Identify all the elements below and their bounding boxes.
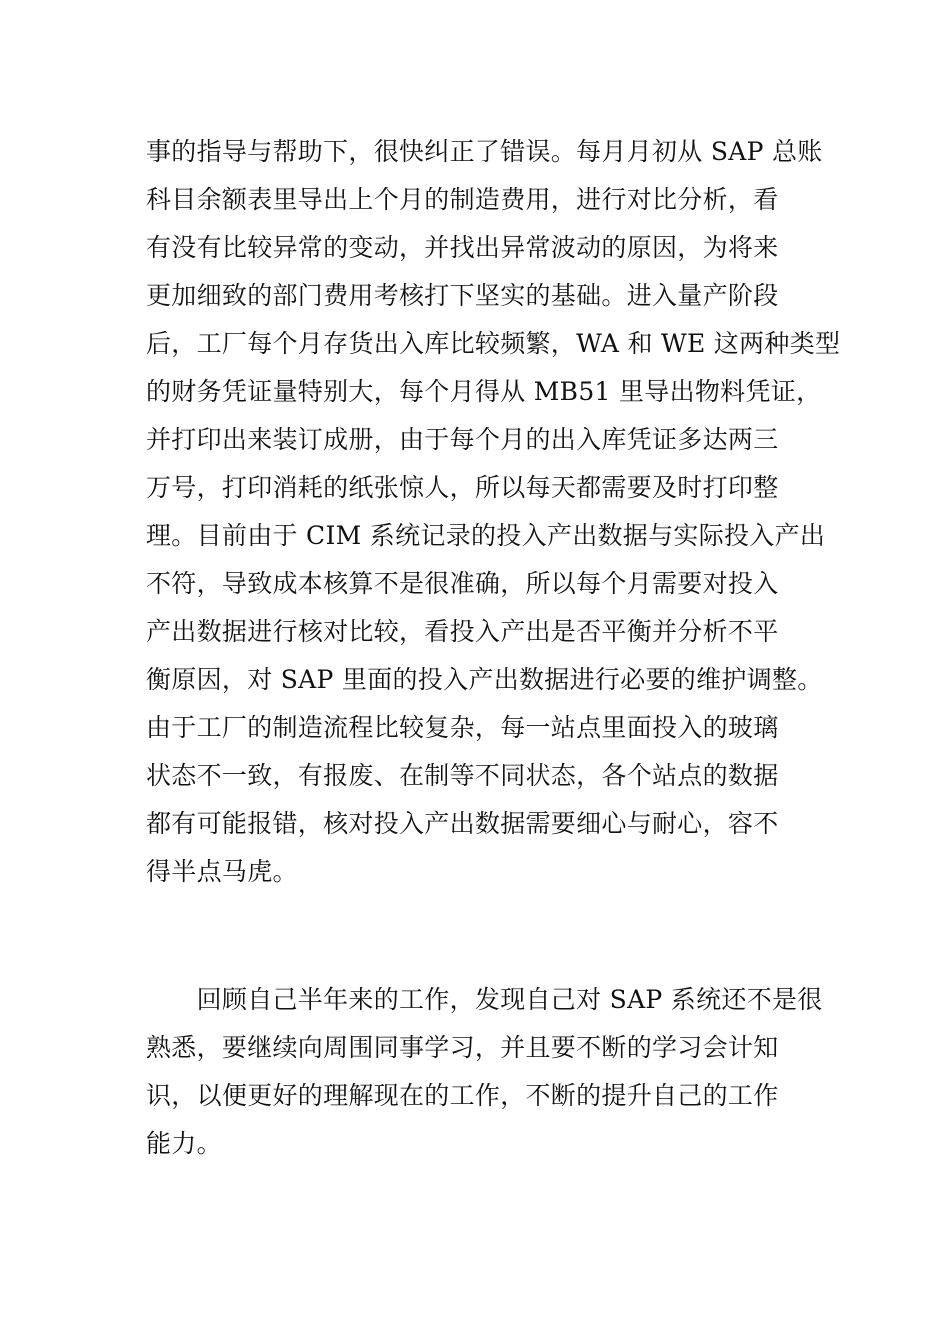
text-line: 有没有比较异常的变动，并找出异常波动的原因，为将来 [146,233,779,262]
text-line: 科目余额表里导出上个月的制造费用，进行对比分析，看 [146,185,779,214]
text-line: 能力。 [146,1129,222,1158]
paragraph-2 [146,976,823,1168]
text-line: 状态不一致，有报废、在制等不同状态，各个站点的数据 [146,761,779,790]
text-line: 后，工厂每个月存货出入库比较频繁，WA 和 WE 这两种类型 [146,329,841,358]
text-line: 产出数据进行核对比较，看投入产出是否平衡并分析不平 [146,617,779,646]
text-line: 不符，导致成本核算不是很准确，所以每个月需要对投入 [146,569,779,598]
text-line: 由于工厂的制造流程比较复杂，每一站点里面投入的玻璃 [146,713,779,742]
paragraph-1 [146,128,841,896]
text-line: 理。目前由于 CIM 系统记录的投入产出数据与实际投入产出 [146,521,826,550]
text-line: 万号，打印消耗的纸张惊人，所以每天都需要及时打印整 [146,473,779,502]
text-line: 得半点马虎。 [146,857,298,886]
text-line: 事的指导与帮助下，很快纠正了错误。每月月初从 SAP 总账 [146,137,823,166]
text-line: 的财务凭证量特别大，每个月得从 MB51 里导出物料凭证， [146,377,822,406]
text-line: 回顾自己半年来的工作，发现自己对 SAP 系统还不是很 [146,985,823,1014]
text-line: 熟悉，要继续向周围同事学习，并且要不断的学习会计知 [146,1033,779,1062]
text-line: 都有可能报错，核对投入产出数据需要细心与耐心，容不 [146,809,779,838]
text-line: 更加细致的部门费用考核打下坚实的基础。进入量产阶段 [146,281,779,310]
text-line: 识，以便更好的理解现在的工作，不断的提升自己的工作 [146,1081,779,1110]
text-line: 并打印出来装订成册，由于每个月的出入库凭证多达两三 [146,425,779,454]
text-line: 衡原因，对 SAP 里面的投入产出数据进行必要的维护调整。 [146,665,823,694]
